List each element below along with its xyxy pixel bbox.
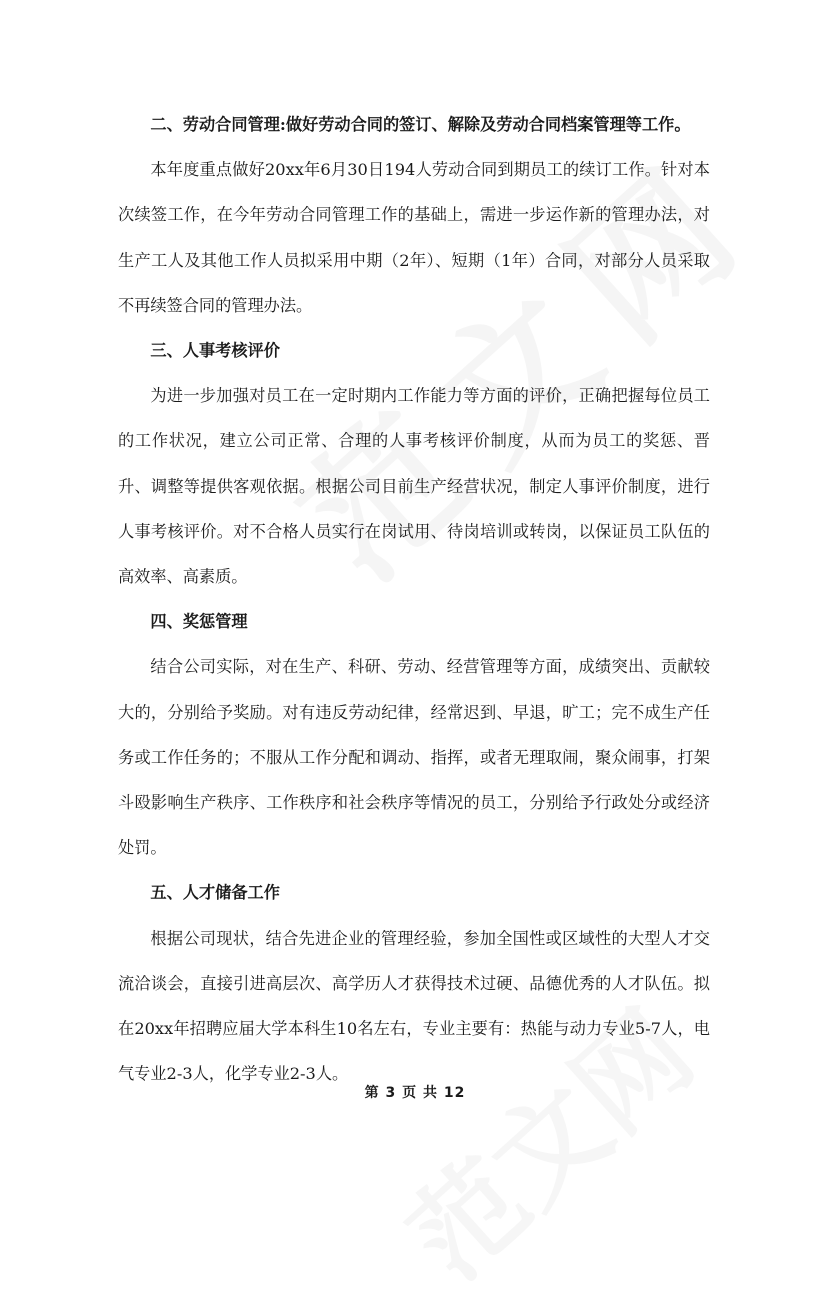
section-heading-contract: 二、劳动合同管理:做好劳动合同的签订、解除及劳动合同档案管理等工作。 bbox=[150, 115, 691, 134]
document-body bbox=[118, 102, 710, 1096]
page-number: 第 3 页 共 12 bbox=[364, 1085, 466, 1101]
section-paragraph-contract: 本年度重点做好20xx年6月30日194人劳动合同到期员工的续订工作。针对本次续签工作，在今年劳动合同管理工作的基础上，需进一步运作新的管理办法，对生产工人及其他工作人员拟采用中期（2年）、短期（1年）合同，对部分人员采取不再续签合同的管理办法。 bbox=[118, 160, 710, 315]
section-heading-evaluation: 三、人事考核评价 bbox=[150, 341, 280, 361]
section-paragraph-talent: 根据公司现状，结合先进企业的管理经验，参加全国性或区域性的大型人才交流洽谈会，直接引进高层次、高学历人才获得技术过硬、品德优秀的人才队伍。拟在20xx年招聘应届大学本科生10名左右，专业主要有：热能与动力专业5-7人，电气专业2-3人，化学专业2-3人。 bbox=[118, 928, 710, 1084]
section-paragraph-evaluation: 为进一步加强对员工在一定时期内工作能力等方面的评价，正确把握每位员工的工作状况，建立公司正常、合理的人事考核评价制度，从而为员工的奖惩、晋升、调整等提供客观依据。根据公司目前生产经营状况，制定人事评价制度，进行人事考核评价。对不合格人员实行在岗试用、待岗培训或转岗，以保证员工队伍的高效率、高素质。 bbox=[118, 386, 710, 587]
section-heading-rewards: 四、奖惩管理 bbox=[150, 612, 248, 632]
section-heading-talent: 五、人才储备工作 bbox=[150, 883, 280, 903]
section-paragraph-rewards: 结合公司实际，对在生产、科研、劳动、经营管理等方面，成绩突出、贡献较大的，分别给予奖励。对有违反劳动纪律，经常迟到、早退，旷工；完不成生产任务或工作任务的；不服从工作分配和调动、指挥，或者无理取闹，聚众闹事，打架斗殴影响生产秩序、工作秩序和社会秩序等情况的员工，分别给予行政处分或经济处罚。 bbox=[118, 657, 710, 858]
